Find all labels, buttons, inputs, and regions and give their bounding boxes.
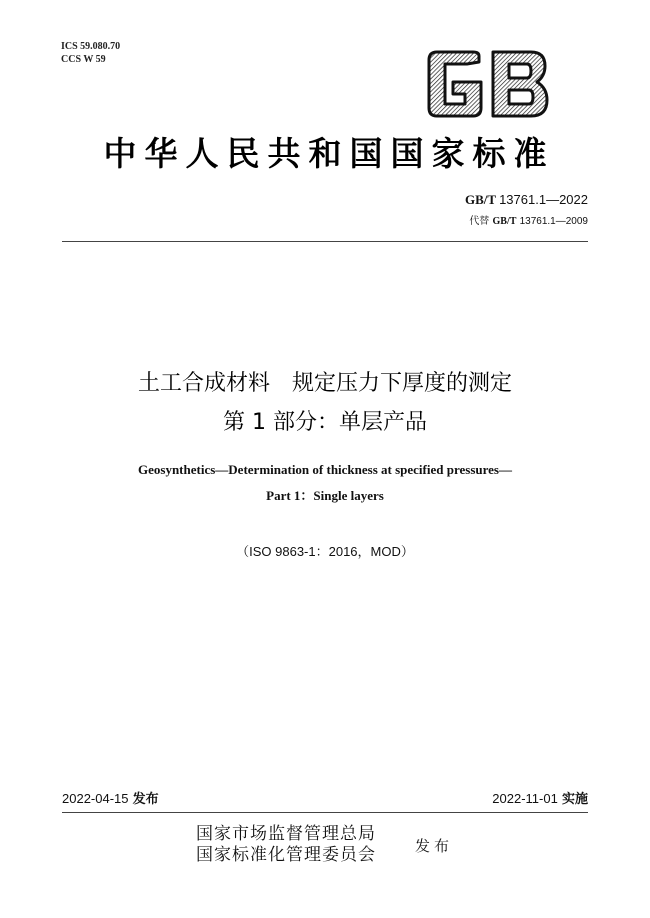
document-title-en-line1: Geosynthetics—Determination of thickness at specified pressures—	[138, 462, 512, 477]
national-standard-title: 中华人民共和国国家标准	[103, 134, 555, 173]
implement-label: 实施	[561, 792, 588, 807]
issuer-samr: 国家市场监督管理总局	[196, 824, 376, 844]
gb-logo	[423, 48, 551, 120]
replaces-label: 代替	[469, 216, 490, 227]
classification-codes	[61, 40, 120, 66]
issue-label: 发布	[415, 837, 454, 855]
implement-date-value: 2022-11-01	[492, 791, 558, 806]
bottom-divider	[62, 812, 588, 813]
ics-code: ICS 59.080.70	[61, 41, 121, 52]
document-title-cn-line2: 第 1 部分：单层产品	[223, 410, 427, 435]
document-title-en-line2: Part 1：Single layers	[266, 488, 384, 503]
issuer-sac: 国家标准化管理委员会	[196, 845, 376, 865]
document-title-cn-line1: 土工合成材料 规定压力下厚度的测定	[137, 371, 512, 396]
replaces-code: GB/T	[492, 216, 517, 227]
iso-reference: （ISO 9863-1：2016，MOD）	[236, 544, 414, 559]
top-divider	[62, 241, 588, 242]
release-label: 发布	[132, 792, 159, 807]
standard-number	[465, 192, 588, 208]
replaces-number: 13761.1—2009	[519, 216, 588, 227]
standard-number-value: 13761.1—2022	[499, 192, 588, 207]
release-date-value: 2022-04-15	[62, 791, 129, 806]
release-date	[62, 788, 159, 807]
replaces-standard	[469, 212, 588, 227]
issuing-authorities	[196, 824, 376, 866]
standard-code: GB/T	[464, 192, 496, 207]
ccs-code: CCS W 59	[61, 54, 106, 65]
implementation-date	[492, 788, 588, 807]
